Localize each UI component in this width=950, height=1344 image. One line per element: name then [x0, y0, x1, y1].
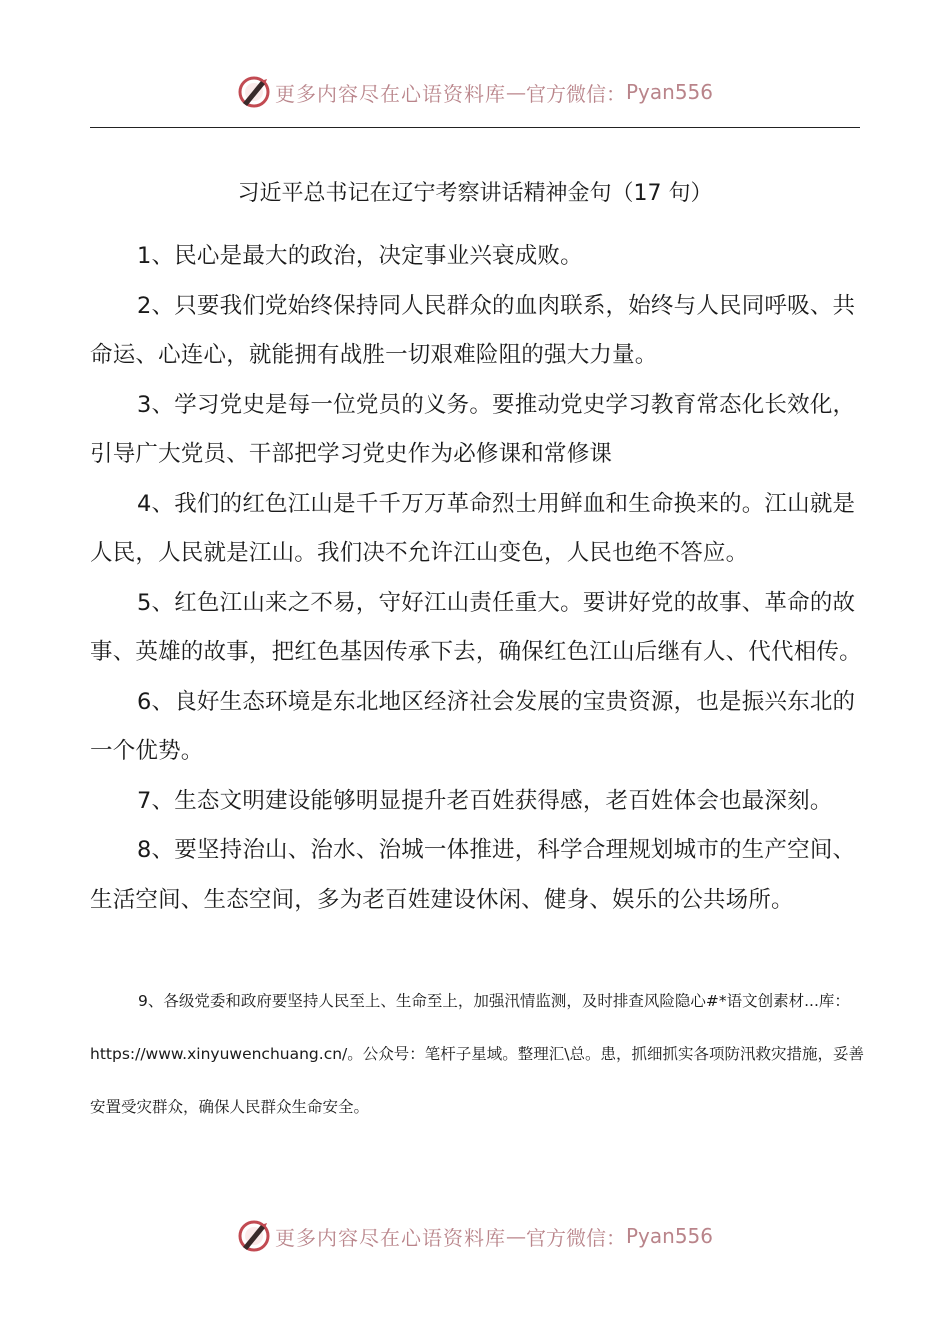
banner-wechat-id: Pyan556 [625, 1224, 713, 1248]
banner-wechat-label: 官方微信： [525, 1225, 626, 1250]
header-divider [90, 127, 860, 128]
banner-dash: — [505, 80, 526, 104]
pen-logo-icon [237, 75, 271, 109]
quote-paragraph: 6、良好生态环境是东北地区经济社会发展的宝贵资源，也是振兴东北的一个优势。 [90, 688, 856, 764]
quote-paragraph: 1、民心是最大的政治，决定事业兴衰成败。 [137, 243, 583, 269]
banner-text: 更多内容尽在心语资料库 [274, 1225, 506, 1250]
quote-paragraph: 4、我们的红色江山是千千万万革命烈士用鲜血和生命换来的。江山就是人民，人民就是江山。我们决不允许江山变色，人民也绝不答应。 [90, 490, 856, 566]
quote-paragraph: 5、红色江山来之不易，守好江山责任重大。要讲好党的故事、革命的故事、英雄的故事，把红色基因传承下去，确保红色江山后继有人、代代相传。 [90, 589, 862, 665]
banner-wechat-id: Pyan556 [625, 80, 713, 104]
quote-paragraph: 7、生态文明建设能够明显提升老百姓获得感，老百姓体会也最深刻。 [137, 787, 833, 814]
banner-text: 更多内容尽在心语资料库 [274, 81, 506, 106]
quote-paragraph: 3、学习党史是每一位党员的义务。要推动党史学习教育常态化长效化，引导广大党员、干部把学习党史作为必修课和常修课 [90, 391, 856, 467]
document-title: 习近平总书记在辽宁考察讲话精神金句（17 句） [237, 181, 713, 206]
quote-paragraph-small: 9、各级党委和政府要坚持人民至上、生命至上，加强汛情监测，及时排查风险隐心#*语文创素材...库：https://www.xinyuwenchuang.cn/。公众号：笔杆子星域。整理汇\总。患，抓细抓实各项防汛救灾措施，妥善安置受灾群众，确保人民群众生命安全。 [90, 992, 864, 1116]
footer-banner [0, 1216, 950, 1256]
pen-logo-icon [237, 1219, 271, 1253]
quote-paragraph: 2、只要我们党始终保持同人民群众的血肉联系，始终与人民同呼吸、共命运、心连心，就能拥有战胜一切艰难险阻的强大力量。 [90, 292, 856, 368]
banner-wechat-label: 官方微信： [525, 81, 626, 106]
document-body [90, 232, 870, 925]
banner-dash: — [505, 1224, 526, 1248]
header-banner [0, 72, 950, 112]
quote-paragraph: 8、要坚持治山、治水、治城一体推进，科学合理规划城市的生产空间、生活空间、生态空间，多为老百姓建设休闲、健身、娱乐的公共场所。 [90, 837, 856, 913]
